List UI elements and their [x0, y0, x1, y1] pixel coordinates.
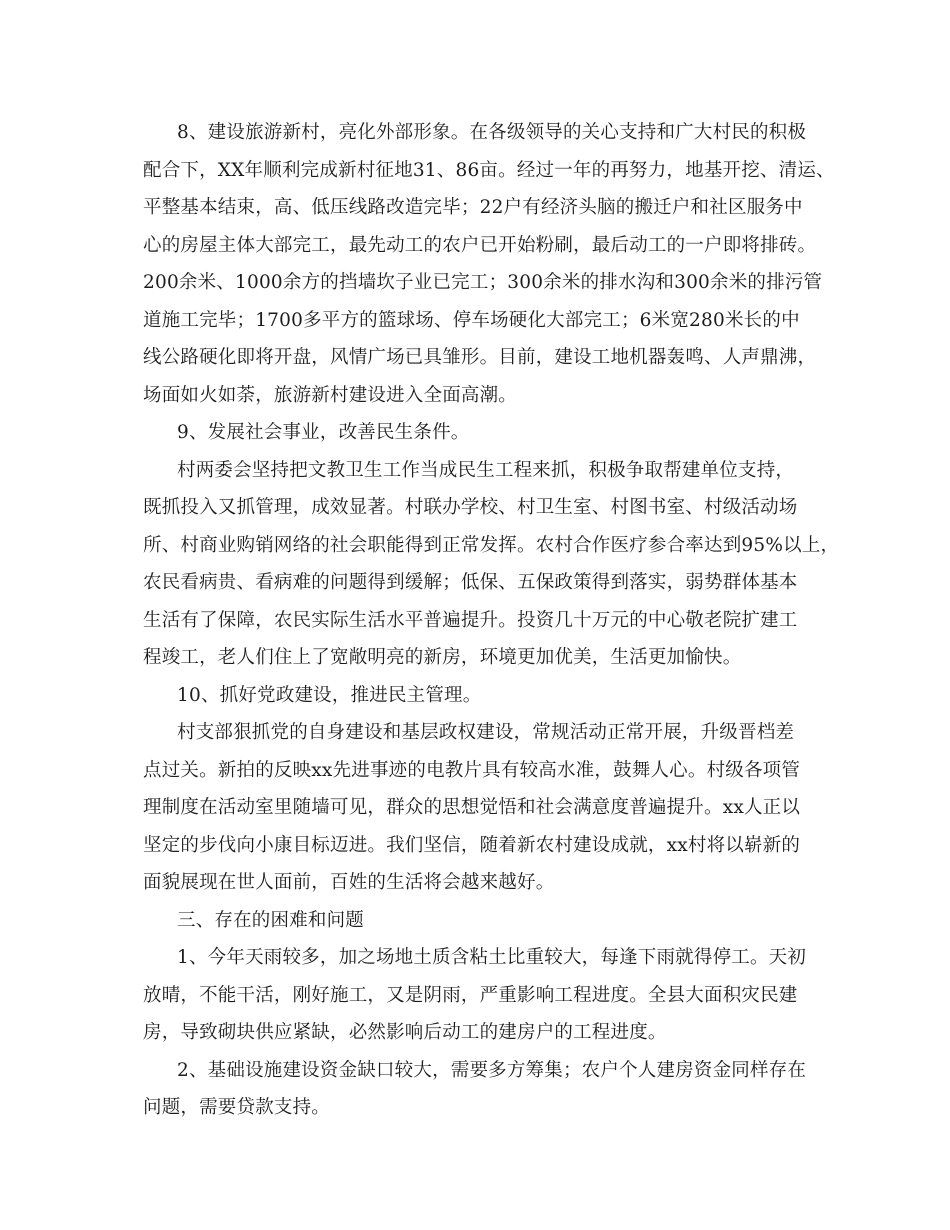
problem-1-line: 放晴，不能干活，刚好施工，又是阴雨，严重影响工程进度。全县大面积灾民建: [143, 984, 798, 1006]
paragraph-9-line: 农民看病贵、看病难的问题得到缓解；低保、五保政策得到落实，弱势群体基本: [143, 572, 798, 593]
paragraph-10-line: 理制度在活动室里随墙可见，群众的思想觉悟和社会满意度普遍提升。xx人正以: [143, 797, 801, 818]
section-heading-problems: 三、存在的困难和问题: [177, 909, 365, 931]
paragraph-8-line: 心的房屋主体大部完工，最先动工的农户已开始粉刷，最后动工的一户即将排砖。: [143, 234, 817, 256]
paragraph-9-line: 程竣工，老人们住上了宽敞明亮的新房，环境更加优美，生活更加愉快。: [143, 647, 742, 668]
paragraph-9-line: 生活有了保障，农民实际生活水平普遍提升。投资几十万元的中心敬老院扩建工: [143, 609, 798, 631]
problem-2-line: 问题，需要贷款支持。: [143, 1097, 331, 1118]
paragraph-8-line: 配合下，XX年顺利完成新村征地31、86亩。经过一年的再努力，地基开挖、清运、: [143, 159, 835, 181]
paragraph-10-line: 面貌展现在世人面前，百姓的生活将会越来越好。: [143, 872, 555, 893]
problem-2-line: 2、基础设施建设资金缺口较大，需要多方筹集；农户个人建房资金同样存在: [177, 1059, 807, 1081]
problem-1-line: 房，导致砌块供应紧缺，必然影响后动工的建房户的工程进度。: [143, 1022, 667, 1043]
paragraph-10-line: 点过关。新拍的反映xx先进事迹的电教片具有较高水准，鼓舞人心。村级各项管: [143, 759, 801, 781]
paragraph-8-line: 8、建设旅游新村，亮化外部形象。在各级领导的关心支持和广大村民的积极: [177, 122, 807, 143]
paragraph-8-line: 200余米、1000余方的挡墙坎子业已完工；300余米的排水沟和300余米的排污管: [143, 272, 823, 293]
heading-9: 9、发展社会事业，改善民生条件。: [177, 422, 470, 443]
paragraph-8-line: 平整基本结束，高、低压线路改造完毕；22户有经济头脑的搬迁户和社区服务中: [143, 197, 803, 218]
paragraph-8-line: 线公路硬化即将开盘，风情广场已具雏形。目前，建设工地机器轰鸣、人声鼎沸，: [143, 347, 817, 368]
paragraph-9-line: 村两委会坚持把文教卫生工作当成民生工程来抓，积极争取帮建单位支持，: [177, 459, 795, 481]
paragraph-9-line: 所、村商业购销网络的社会职能得到正常发挥。农村合作医疗参合率达到95%以上，: [143, 534, 840, 556]
paragraph-10-line: 村支部狠抓党的自身建设和基层政权建设，常规活动正常开展，升级晋档差: [177, 722, 795, 743]
paragraph-8-line: 场面如火如荼，旅游新村建设进入全面高潮。: [143, 384, 518, 406]
paragraph-9-line: 既抓投入又抓管理，成效显著。村联办学校、村卫生室、村图书室、村级活动场: [143, 497, 798, 518]
heading-10: 10、抓好党政建设，推进民主管理。: [177, 684, 482, 706]
problem-1-line: 1、今年天雨较多，加之场地土质含粘土比重较大，每逢下雨就得停工。天初: [177, 947, 807, 968]
paragraph-8-line: 道施工完毕；1700多平方的篮球场、停车场硬化大部完工；6米宽280米长的中: [143, 309, 800, 331]
document-body: [143, 114, 840, 1127]
paragraph-10-line: 坚定的步伐向小康目标迈进。我们坚信，随着新农村建设成就，xx村将以崭新的: [143, 834, 801, 856]
